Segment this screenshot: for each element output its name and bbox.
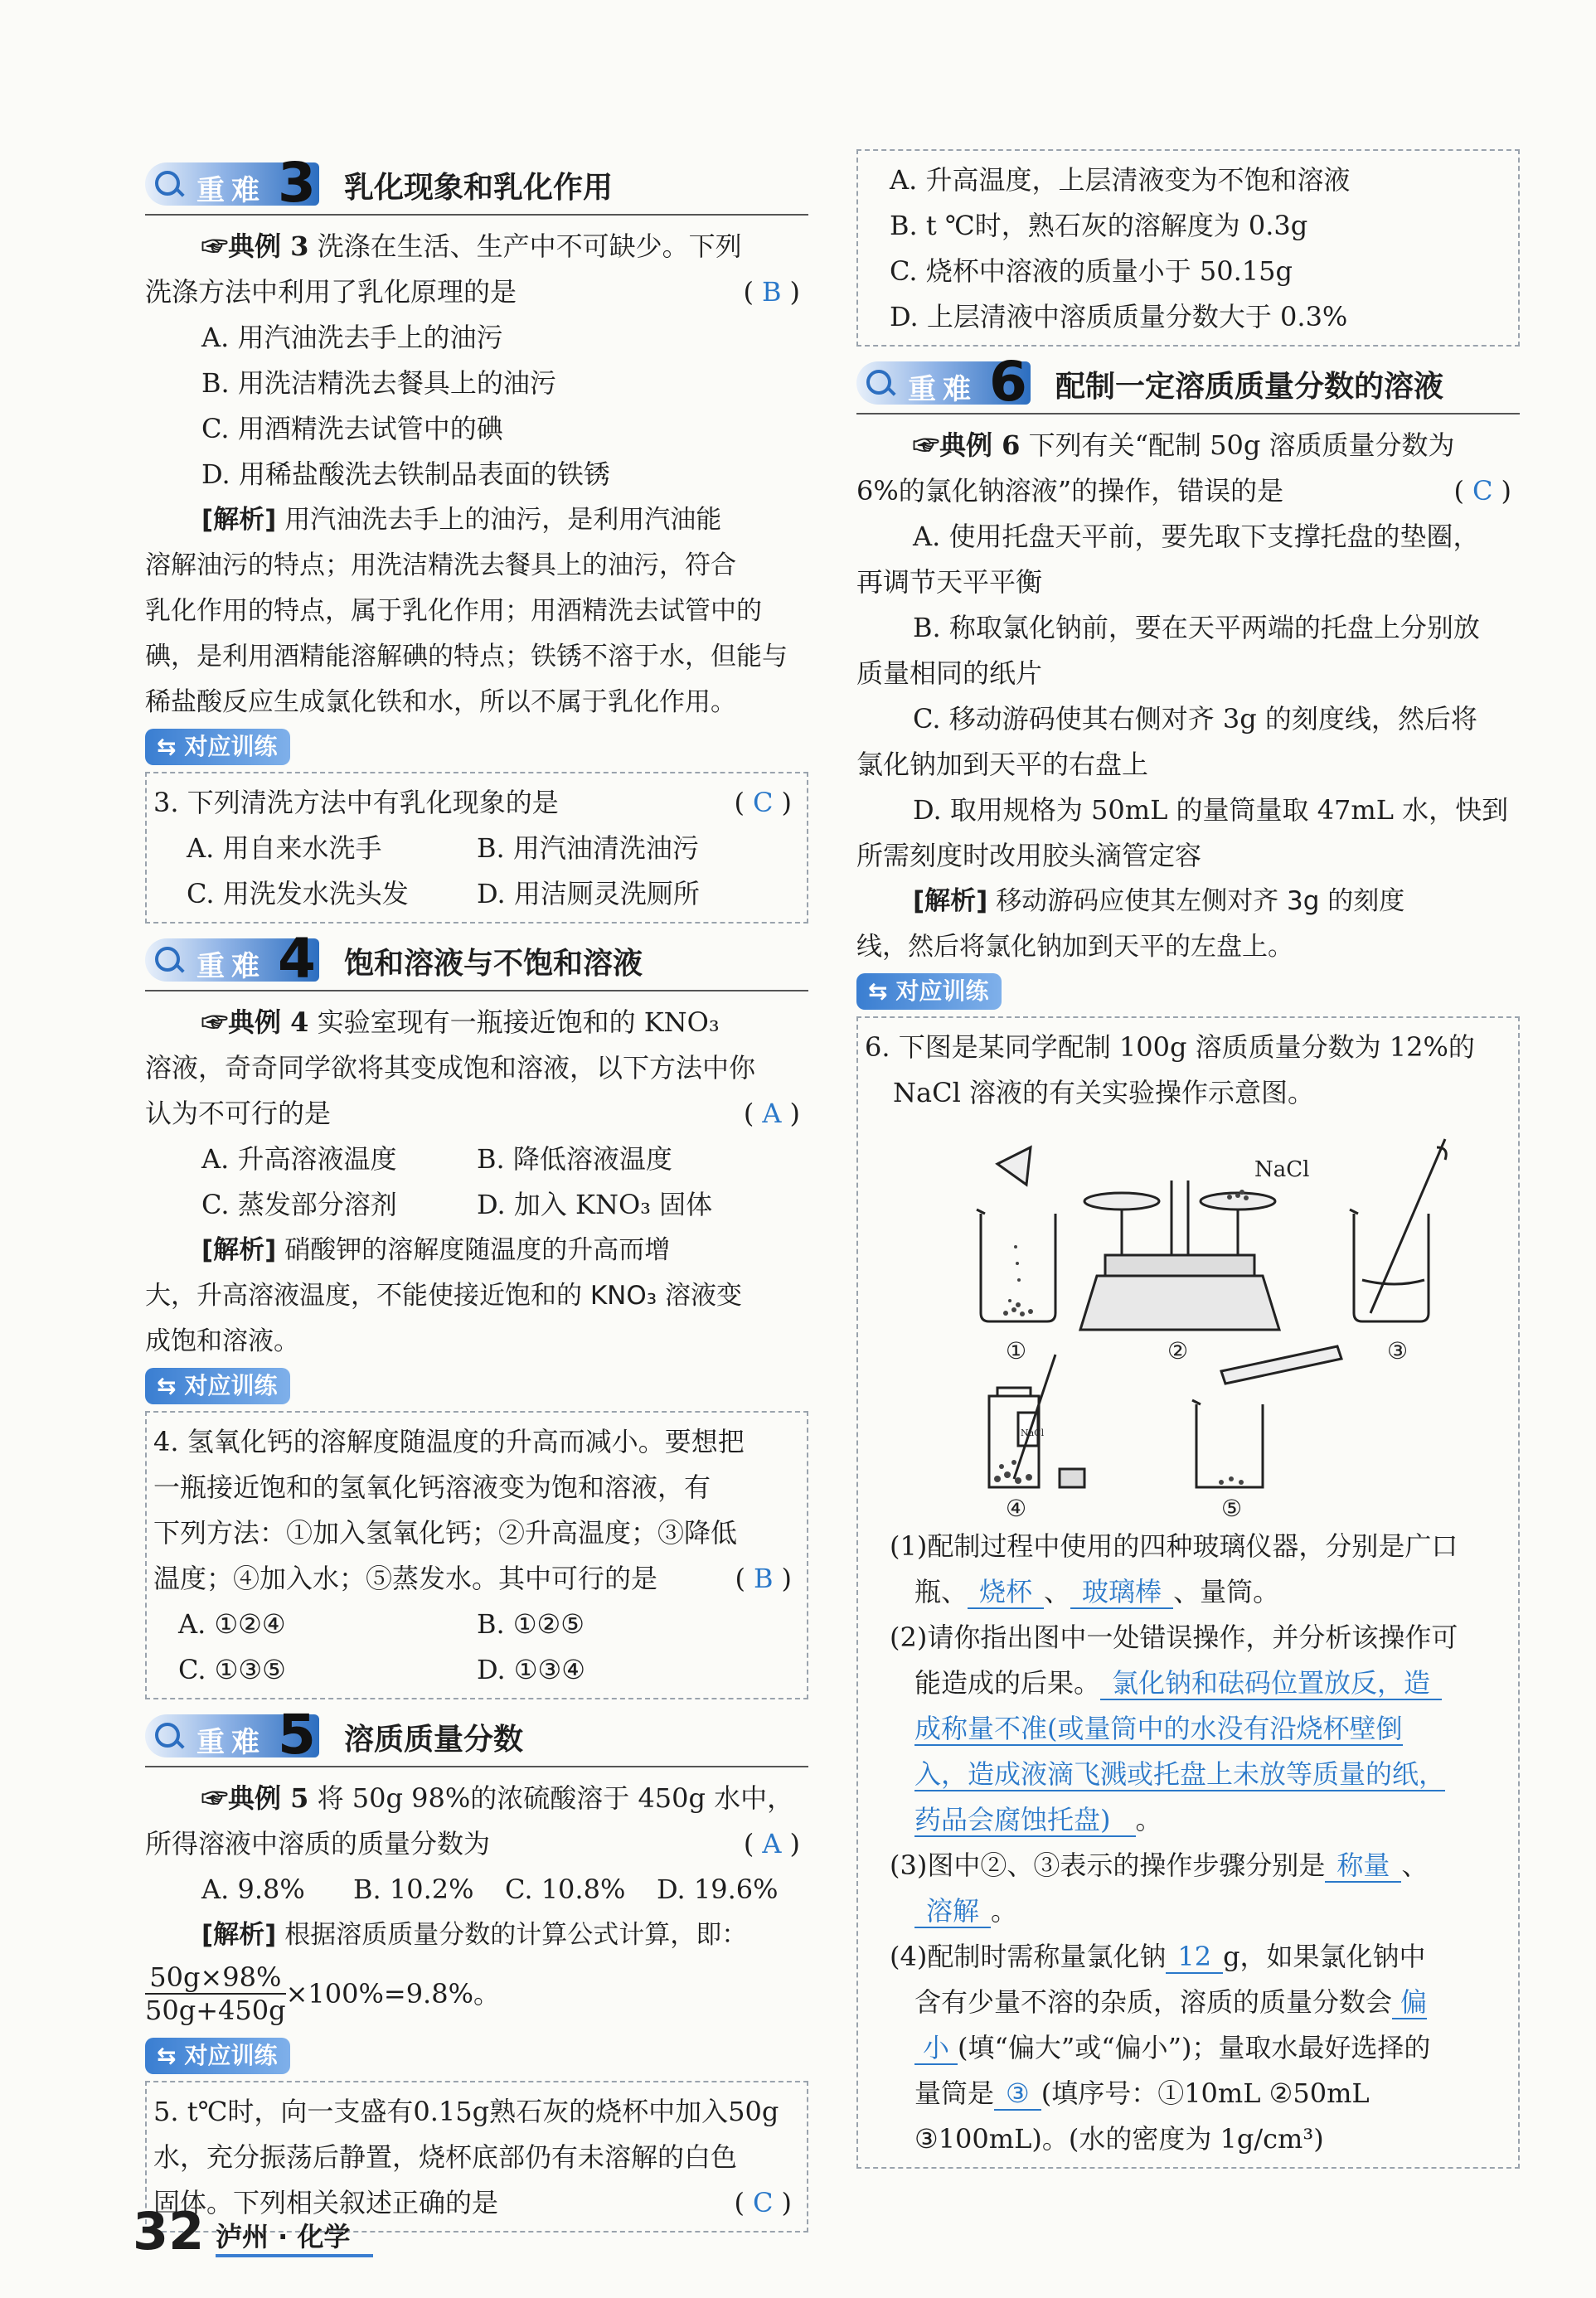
answer-line: 入，造成液滴飞溅或托盘上未放等质量的纸， <box>914 1758 1446 1790</box>
section-badge <box>145 151 319 215</box>
example-stem: ☞典例 3 洗涤在生活、生产中不可缺少。下列 <box>201 230 742 262</box>
option-c: C. 用洗发水洗头发 <box>187 878 409 909</box>
option-a: A. 9.8% <box>201 1874 305 1905</box>
practice-box-4 <box>145 1411 808 1699</box>
search-icon <box>155 947 180 972</box>
option-b: B. 用洗洁精洗去餐具上的油污 <box>201 367 556 399</box>
question-line: 4. 氢氧化钙的溶解度随温度的升高而减小。要想把 <box>153 1426 745 1457</box>
option-a-cont: 再调节天平平衡 <box>856 566 1043 598</box>
beaker-stir-icon <box>1350 1139 1446 1321</box>
practice-tag: ⇆ 对应训练 <box>856 973 1002 1010</box>
page-number: 32 <box>133 2201 205 2262</box>
sub-question-4-cont: 量筒是 ③ (填序号：①10mL ②50mL <box>914 2077 1370 2109</box>
swap-arrows-icon: ⇆ <box>157 1372 177 1399</box>
badge-number: 3 <box>278 151 316 215</box>
section-header-4 <box>145 927 808 991</box>
footer-underline <box>216 2254 373 2257</box>
example-stem-cont: 6%的氯化钠溶液”的操作，错误的是 (C) <box>856 475 1520 507</box>
practice-box-5 <box>145 2081 808 2233</box>
section-title: 饱和溶液与不饱和溶液 <box>344 947 643 981</box>
option-c: C. 蒸发部分溶剂 <box>201 1189 397 1220</box>
option-a: A. 升高温度，上层清液变为不饱和溶液 <box>890 164 1351 196</box>
answer-line: 成称量不准(或量筒中的水没有沿烧杯壁倒 <box>914 1713 1403 1744</box>
question-stem: 3. 下列清洗方法中有乳化现象的是 (C) <box>153 787 800 818</box>
option-a: A. 用汽油洗去手上的油污 <box>201 322 503 353</box>
option-a: A. 用自来水洗手 <box>187 832 382 864</box>
example-stem-cont: 认为不可行的是 (A) <box>145 1098 808 1129</box>
sub-question-3: (3)图中②、③表示的操作步骤分别是 称量 、 <box>890 1850 1429 1881</box>
option-d: D. 19.6% <box>657 1874 779 1905</box>
example-stem-cont: 所得溶液中溶质的质量分数为 (A) <box>145 1828 808 1859</box>
option-c: C. 用酒精洗去试管中的碘 <box>201 413 503 444</box>
formula: $\frac{50g\times 98\%}{50g+450g}$ ×100%=9.8%。 <box>145 1961 500 2026</box>
option-c-cont: 氯化钠加到天平的右盘上 <box>856 749 1149 780</box>
section-badge: 重难 5 <box>145 1714 319 1757</box>
practice-box-6 <box>856 1016 1520 2169</box>
option-d: D. 加入 KNO₃ 固体 <box>477 1189 713 1220</box>
answer-line: 药品会腐蚀托盘) 。 <box>914 1804 1162 1835</box>
experiment-figure <box>873 1122 1503 1520</box>
section-title: 溶质质量分数 <box>344 1723 524 1757</box>
option-a: A. 使用托盘天平前，要先取下支撑托盘的垫圈， <box>913 521 1480 552</box>
question-line: 水，充分振荡后静置，烧杯底部仍有未溶解的白色 <box>153 2141 738 2173</box>
option-d: D. 用稀盐酸洗去铁制品表面的铁锈 <box>201 458 610 490</box>
section-title: 配制一定溶质质量分数的溶液 <box>1055 370 1444 404</box>
footer-title: 泸州 · 化学 <box>216 2221 351 2252</box>
option-b: B. 降低溶液温度 <box>477 1143 672 1175</box>
option-c: C. ①③⑤ <box>178 1654 286 1685</box>
analysis-line: 成饱和溶液。 <box>145 1326 299 1356</box>
section-header-6 <box>856 350 1520 415</box>
option-b: B. ①②⑤ <box>477 1608 585 1640</box>
search-icon <box>155 1723 180 1748</box>
options-row <box>145 1867 808 1913</box>
label-2: ② <box>1167 1337 1189 1365</box>
options-grid <box>153 826 800 917</box>
analysis-line: 溶解油污的特点；用洗洁精洗去餐具上的油污，符合 <box>145 550 736 580</box>
page-footer <box>133 2201 351 2262</box>
answer-mark: (B) <box>743 276 808 308</box>
example-stem-cont: 溶液，奇奇同学欲将其变成饱和溶液，以下方法中你 <box>145 1052 756 1084</box>
fraction: $\frac{50g\times 98\%}{50g+450g}$ <box>145 1961 286 2026</box>
option-d: D. 用洁厕灵洗厕所 <box>477 878 700 909</box>
analysis-line: 碘，是利用酒精能溶解碘的特点；铁锈不溶于水，但能与 <box>145 642 788 671</box>
beaker-icon <box>977 1147 1055 1321</box>
option-a: A. ①②④ <box>178 1608 286 1640</box>
analysis: [解析] 硝酸钾的溶解度随温度的升高而增 <box>201 1235 671 1265</box>
analysis: [解析] 移动游码应使其左侧对齐 3g 的刻度 <box>913 886 1405 916</box>
question-line: 5. t℃时，向一支盛有0.15g熟石灰的烧杯中加入50g <box>153 2096 779 2127</box>
option-b: B. t ℃时，熟石灰的溶解度为 0.3g <box>890 210 1308 241</box>
section-badge: 重难 4 <box>145 938 319 982</box>
section-badge: 重难 6 <box>856 361 1031 405</box>
example-stem-cont: 洗涤方法中利用了乳化原理的是 (B) <box>145 269 808 315</box>
analysis-line: 稀盐酸反应生成氯化铁和水，所以不属于乳化作用。 <box>145 687 736 717</box>
analysis-line: 乳化作用的特点，属于乳化作用；用酒精洗去试管中的 <box>145 596 762 626</box>
option-c: C. 烧杯中溶液的质量小于 50.15g <box>890 255 1293 287</box>
jar-crystals <box>994 1460 1032 1484</box>
sub-question-4: (4)配制时需称量氯化钠 12 g，如果氯化钠中 <box>890 1941 1426 1972</box>
label-1: ① <box>1006 1337 1027 1365</box>
question-line: NaCl 溶液的有关实验操作示意图。 <box>893 1077 1314 1108</box>
option-d-cont: 所需刻度时改用胶头滴管定容 <box>856 840 1202 871</box>
example-stem: ☞典例 4 实验室现有一瓶接近饱和的 KNO₃ <box>201 1006 720 1038</box>
option-b-cont: 质量相同的纸片 <box>856 657 1043 689</box>
option-b: B. 用汽油清洗油污 <box>477 832 699 864</box>
badge-label: 重难 <box>196 174 266 207</box>
crystals-icon <box>1003 1245 1033 1316</box>
jar-label: NaCl <box>1021 1428 1045 1438</box>
option-d: D. 上层清液中溶质质量分数大于 0.3% <box>890 301 1348 332</box>
search-icon <box>155 171 180 196</box>
analysis-line: 线，然后将氯化钠加到天平的左盘上。 <box>856 932 1293 962</box>
beaker-crystals <box>1219 1476 1244 1485</box>
analysis: [解析] 根据溶质质量分数的计算公式计算，即： <box>201 1920 748 1950</box>
sub-question-2-cont: 能造成的后果。 氯化钠和砝码位置放反，造 <box>865 1660 1511 1706</box>
section-header-5 <box>145 1703 808 1767</box>
question-line: 一瓶接近饱和的氢氧化钙溶液变为饱和溶液，有 <box>153 1471 711 1503</box>
practice-box-3 <box>145 772 808 924</box>
example-stem: ☞典例 5 将 50g 98%的浓硫酸溶于 450g 水中， <box>201 1782 794 1814</box>
analysis-line: 大，升高溶液温度，不能使接近饱和的 KNO₃ 溶液变 <box>145 1281 743 1311</box>
practice-tag: ⇆ 对应训练 <box>145 729 290 765</box>
swap-arrows-icon: ⇆ <box>157 2042 177 2069</box>
option-c: C. 10.8% <box>505 1874 626 1905</box>
sub-question-4-cont: 小 (填“偏大”或“偏小”)；量取水最好选择的 <box>865 2025 1511 2071</box>
balance-icon <box>1080 1181 1279 1330</box>
example-stem: ☞典例 6 下列有关“配制 50g 溶质质量分数为 <box>913 429 1455 461</box>
practice-tag: ⇆ 对应训练 <box>145 2038 290 2074</box>
option-d: D. ①③④ <box>477 1654 585 1685</box>
question-line: 6. 下图是某同学配制 100g 溶质质量分数为 12%的 <box>865 1031 1475 1063</box>
sub-question-1: (1)配制过程中使用的四种玻璃仪器，分别是广口 <box>890 1530 1458 1562</box>
sub-question-1-cont: 瓶、 烧杯 、 玻璃棒 、量筒。 <box>914 1576 1280 1607</box>
search-icon <box>866 370 891 395</box>
sub-question-3-cont: 溶解 。 <box>865 1888 1511 1934</box>
section-header-3 <box>145 151 808 216</box>
right-column <box>856 149 1520 2177</box>
question-line: 固体。下列相关叙述正确的是 (C) <box>153 2187 800 2218</box>
option-a: A. 升高溶液温度 <box>201 1143 397 1175</box>
nacl-label: NaCl <box>1254 1157 1310 1182</box>
option-d: D. 取用规格为 50mL 的量筒量取 47mL 水，快到 <box>913 794 1509 826</box>
sub-question-4-cont: 含有少量不溶的杂质，溶质的质量分数会 偏 <box>914 1986 1428 2018</box>
sub-question-4-cont: ③100mL)。(水的密度为 1g/cm³) <box>914 2123 1324 2155</box>
options-grid <box>153 1602 800 1693</box>
option-c: C. 移动游码使其右侧对齐 3g 的刻度线，然后将 <box>913 703 1477 734</box>
label-4: ④ <box>1006 1495 1027 1520</box>
swap-arrows-icon: ⇆ <box>157 733 177 760</box>
label-3: ③ <box>1387 1337 1409 1365</box>
section-title: 乳化现象和乳化作用 <box>344 171 614 205</box>
analysis: [解析] 用汽油洗去手上的油污，是利用汽油能 <box>201 505 722 535</box>
practice-tag: ⇆ 对应训练 <box>145 1368 290 1404</box>
beaker-pour-icon <box>1192 1346 1341 1487</box>
option-b: B. 称取氯化钠前，要在天平两端的托盘上分别放 <box>913 612 1480 643</box>
question-line: 下列方法：①加入氢氧化钙；②升高温度；③降低 <box>153 1517 738 1549</box>
question-line: 温度；④加入水；⑤蒸发水。其中可行的是 (B) <box>153 1563 800 1594</box>
sub-question-2: (2)请你指出图中一处错误操作，并分析该操作可 <box>890 1622 1458 1653</box>
option-b: B. 10.2% <box>353 1874 474 1905</box>
left-column <box>145 149 808 2241</box>
options-grid <box>145 1137 808 1228</box>
swap-arrows-icon: ⇆ <box>868 977 888 1005</box>
practice-box-5-options <box>856 149 1520 347</box>
label-5: ⑤ <box>1221 1495 1243 1520</box>
